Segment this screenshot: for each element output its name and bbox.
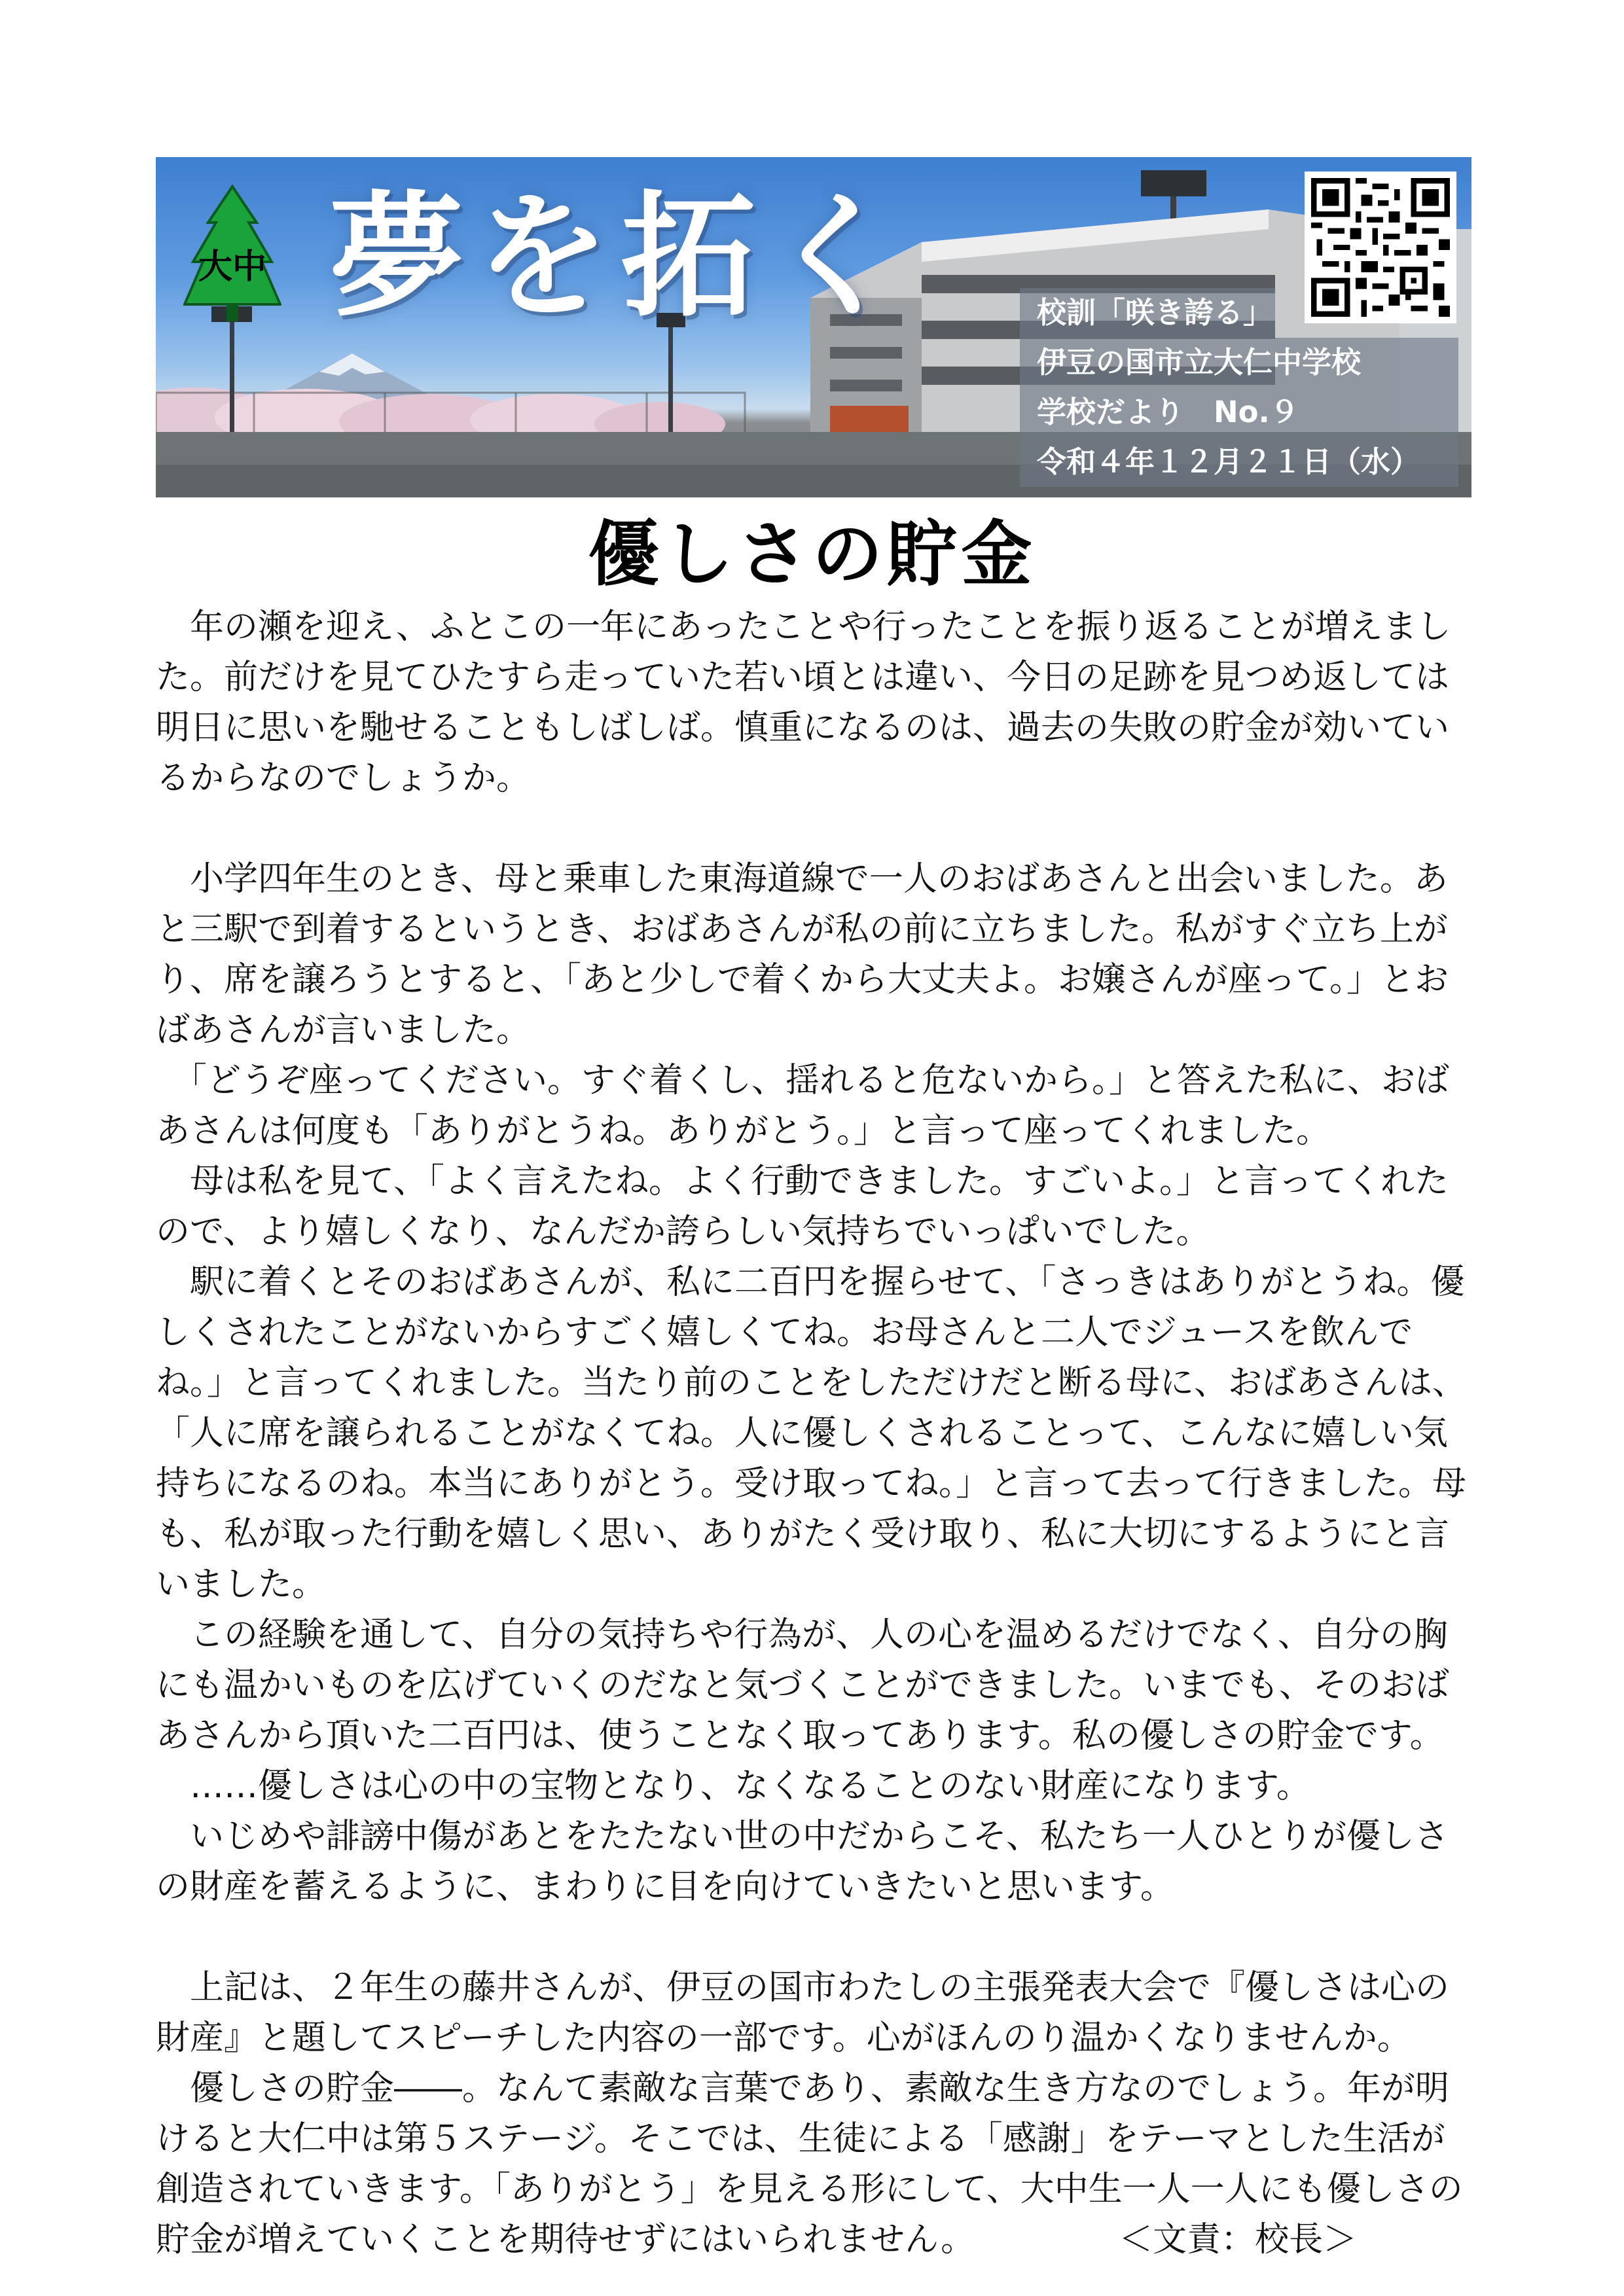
paragraph-spacer xyxy=(156,1912,1471,1963)
paragraph: 小学四年生のとき、母と乗車した東海道線で一人のおばあさんと出会いました。あと三駅で到着するというとき、おばあさんが私の前に立ちました。私がすぐ立ち上がり、席を譲ろうとすると、「あと少しで着くから大丈夫よ。お嬢さんが座って。」とおばあさんが言いました。 xyxy=(156,859,1449,1050)
paragraph-with-signature xyxy=(156,2064,1471,2265)
paragraph: 優しさの貯金――。なんて素敵な言葉であり、素敵な生き方なのでしょう。年が明けると大仁中は第５ステージ。そこでは、生徒による「感謝」をテーマとした生活が創造されていきます。「ありがとう」を見える形にして、大中生一人一人にも優しさの貯金が増えていくことを期待せずにはいられません。 xyxy=(156,2069,1463,2259)
paragraph-spacer xyxy=(156,804,1471,854)
paragraph: この経験を通して、自分の気持ちや行為が、人の心を温めるだけでなく、自分の胸にも温かいものを広げていくのだなと気づくことができました。いまでも、そのおばあさんから頂いた二百円は、使うことなく取ってあります。私の優しさの貯金です。 xyxy=(156,1615,1450,1755)
article-body xyxy=(156,602,1471,2265)
signature: ＜文責：校長＞ xyxy=(1119,2220,1358,2259)
school-motto: 校訓「咲き誇る」 xyxy=(1020,288,1275,338)
article-heading: 優しさの貯金 xyxy=(588,514,1036,596)
issue-date: 令和４年１２月２１日（水） xyxy=(1020,437,1458,487)
paragraph: 「どうぞ座ってください。すぐ着くし、揺れると危ないから。」と答えた私に、おばあさんは何度も「ありがとうね。ありがとう。」と言って座ってくれました。 xyxy=(156,1061,1450,1151)
newsletter-title: 夢を拓く xyxy=(329,179,913,335)
title-area xyxy=(329,169,984,346)
school-info-box xyxy=(1020,288,1458,487)
paragraph: 駅に着くとそのおばあさんが、私に二百円を握らせて、「さっきはありがとうね。優しくされたことがないからすごく嬉しくてね。お母さんと二人でジュースを飲んでね。」と言ってくれました。当たり前のことをしただけだと断る母に、おばあさんは、「人に席を譲られることがなくてね。人に優しくされることって、こんなに嬉しい気持ちになるのね。本当にありがとう。受け取ってね。」と言って去って行きました。母も、私が取った行動を嬉しく思い、ありがたく受け取り、私に大切にするようにと言いました。 xyxy=(156,1263,1467,1604)
paragraph: いじめや誹謗中傷があとをたたない世の中だからこそ、私たち一人ひとりが優しさの財産を蓄えるように、まわりに目を向けていきたいと思います。 xyxy=(156,1817,1449,1907)
paragraph: 年の瀬を迎え、ふとこの一年にあったことや行ったことを振り返ることが増えました。前だけを見てひたすら走っていた若い頃とは違い、今日の足跡を見つめ返しては明日に思いを馳せることもしばしば。慎重になるのは、過去の失敗の貯金が効いているからなのでしょうか。 xyxy=(156,607,1451,798)
header-banner xyxy=(156,157,1471,497)
newsletter-number: 学校だより No.９ xyxy=(1020,387,1458,437)
paragraph: 上記は、２年生の藤井さんが、伊豆の国市わたしの主張発表大会で『優しさは心の財産』と題してスピーチした内容の一部です。心がほんのり温かくなりませんか。 xyxy=(156,1968,1450,2058)
paragraph: ……優しさは心の中の宝物となり、なくなることのない財産になります。 xyxy=(156,1767,1310,1806)
school-name: 伊豆の国市立大仁中学校 xyxy=(1020,338,1458,387)
emblem-text: 大中 xyxy=(198,247,267,287)
paragraph: 母は私を見て、「よく言えたね。よく行動できました。すごいよ。」と言ってくれたので、より嬉しくなり、なんだか誇らしい気持ちでいっぱいでした。 xyxy=(156,1162,1449,1251)
pine-tree-emblem-icon xyxy=(183,183,281,324)
